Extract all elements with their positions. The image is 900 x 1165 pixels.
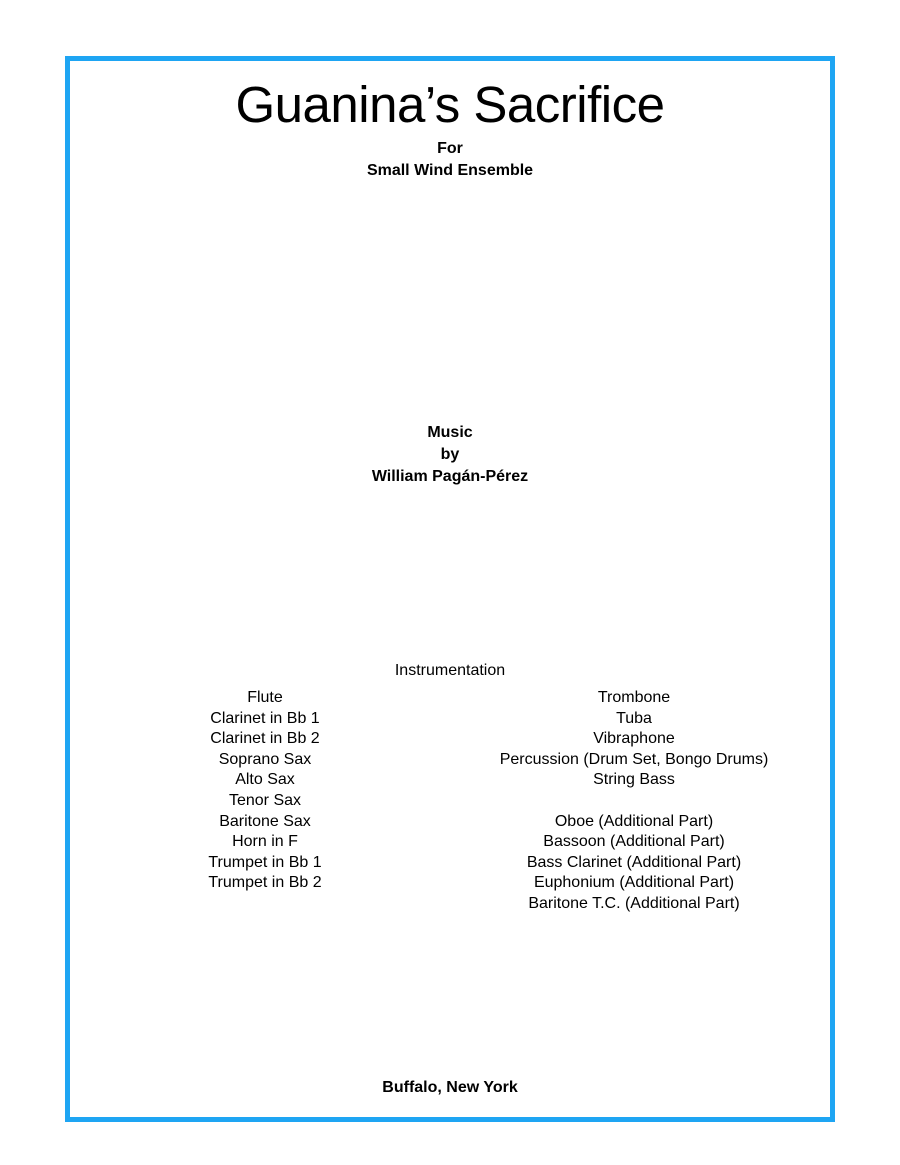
subtitle-ensemble: Small Wind Ensemble (366, 162, 534, 179)
instrument-item: Vibraphone (593, 730, 675, 748)
instrument-item: Trumpet in Bb 1 (208, 853, 322, 871)
subtitle-for: For (437, 140, 463, 157)
instrument-item: Tuba (616, 709, 652, 727)
score-title: Guanina’s Sacrifice (235, 76, 665, 133)
instrument-item: Flute (247, 689, 283, 706)
instrument-item: Trombone (597, 689, 671, 706)
page-border (65, 56, 835, 1122)
instrument-item: Bass Clarinet (Additional Part) (526, 853, 742, 871)
instrument-list-right (444, 688, 824, 915)
instrument-item: Tenor Sax (228, 791, 302, 809)
instrument-item: Baritone T.C. (Additional Part) (528, 894, 740, 912)
instrument-item: Alto Sax (235, 771, 295, 789)
instrument-list-left (165, 688, 365, 894)
instrument-item: Horn in F (232, 833, 298, 851)
instrument-item: Clarinet in Bb 2 (210, 730, 320, 748)
instrument-item: Bassoon (Additional Part) (543, 833, 725, 851)
credits-by: by (440, 446, 460, 463)
instrument-item: String Bass (593, 771, 675, 789)
instrument-item: Soprano Sax (218, 750, 312, 768)
instrument-item: Trumpet in Bb 2 (208, 874, 322, 892)
instrument-item: Oboe (Additional Part) (554, 812, 714, 830)
credits (0, 422, 900, 488)
subtitle (0, 138, 900, 182)
instrument-item: Percussion (Drum Set, Bongo Drums) (499, 750, 769, 768)
instrument-spacer (444, 791, 824, 812)
footer-location: Buffalo, New York (382, 1079, 518, 1096)
instrument-item: Euphonium (Additional Part) (533, 874, 735, 892)
composer-name: William Pagán-Pérez (371, 468, 529, 485)
credits-music: Music (427, 424, 473, 441)
instrument-item: Baritone Sax (219, 812, 311, 830)
instrumentation-heading: Instrumentation (394, 662, 506, 679)
instrument-item: Clarinet in Bb 1 (210, 709, 320, 727)
